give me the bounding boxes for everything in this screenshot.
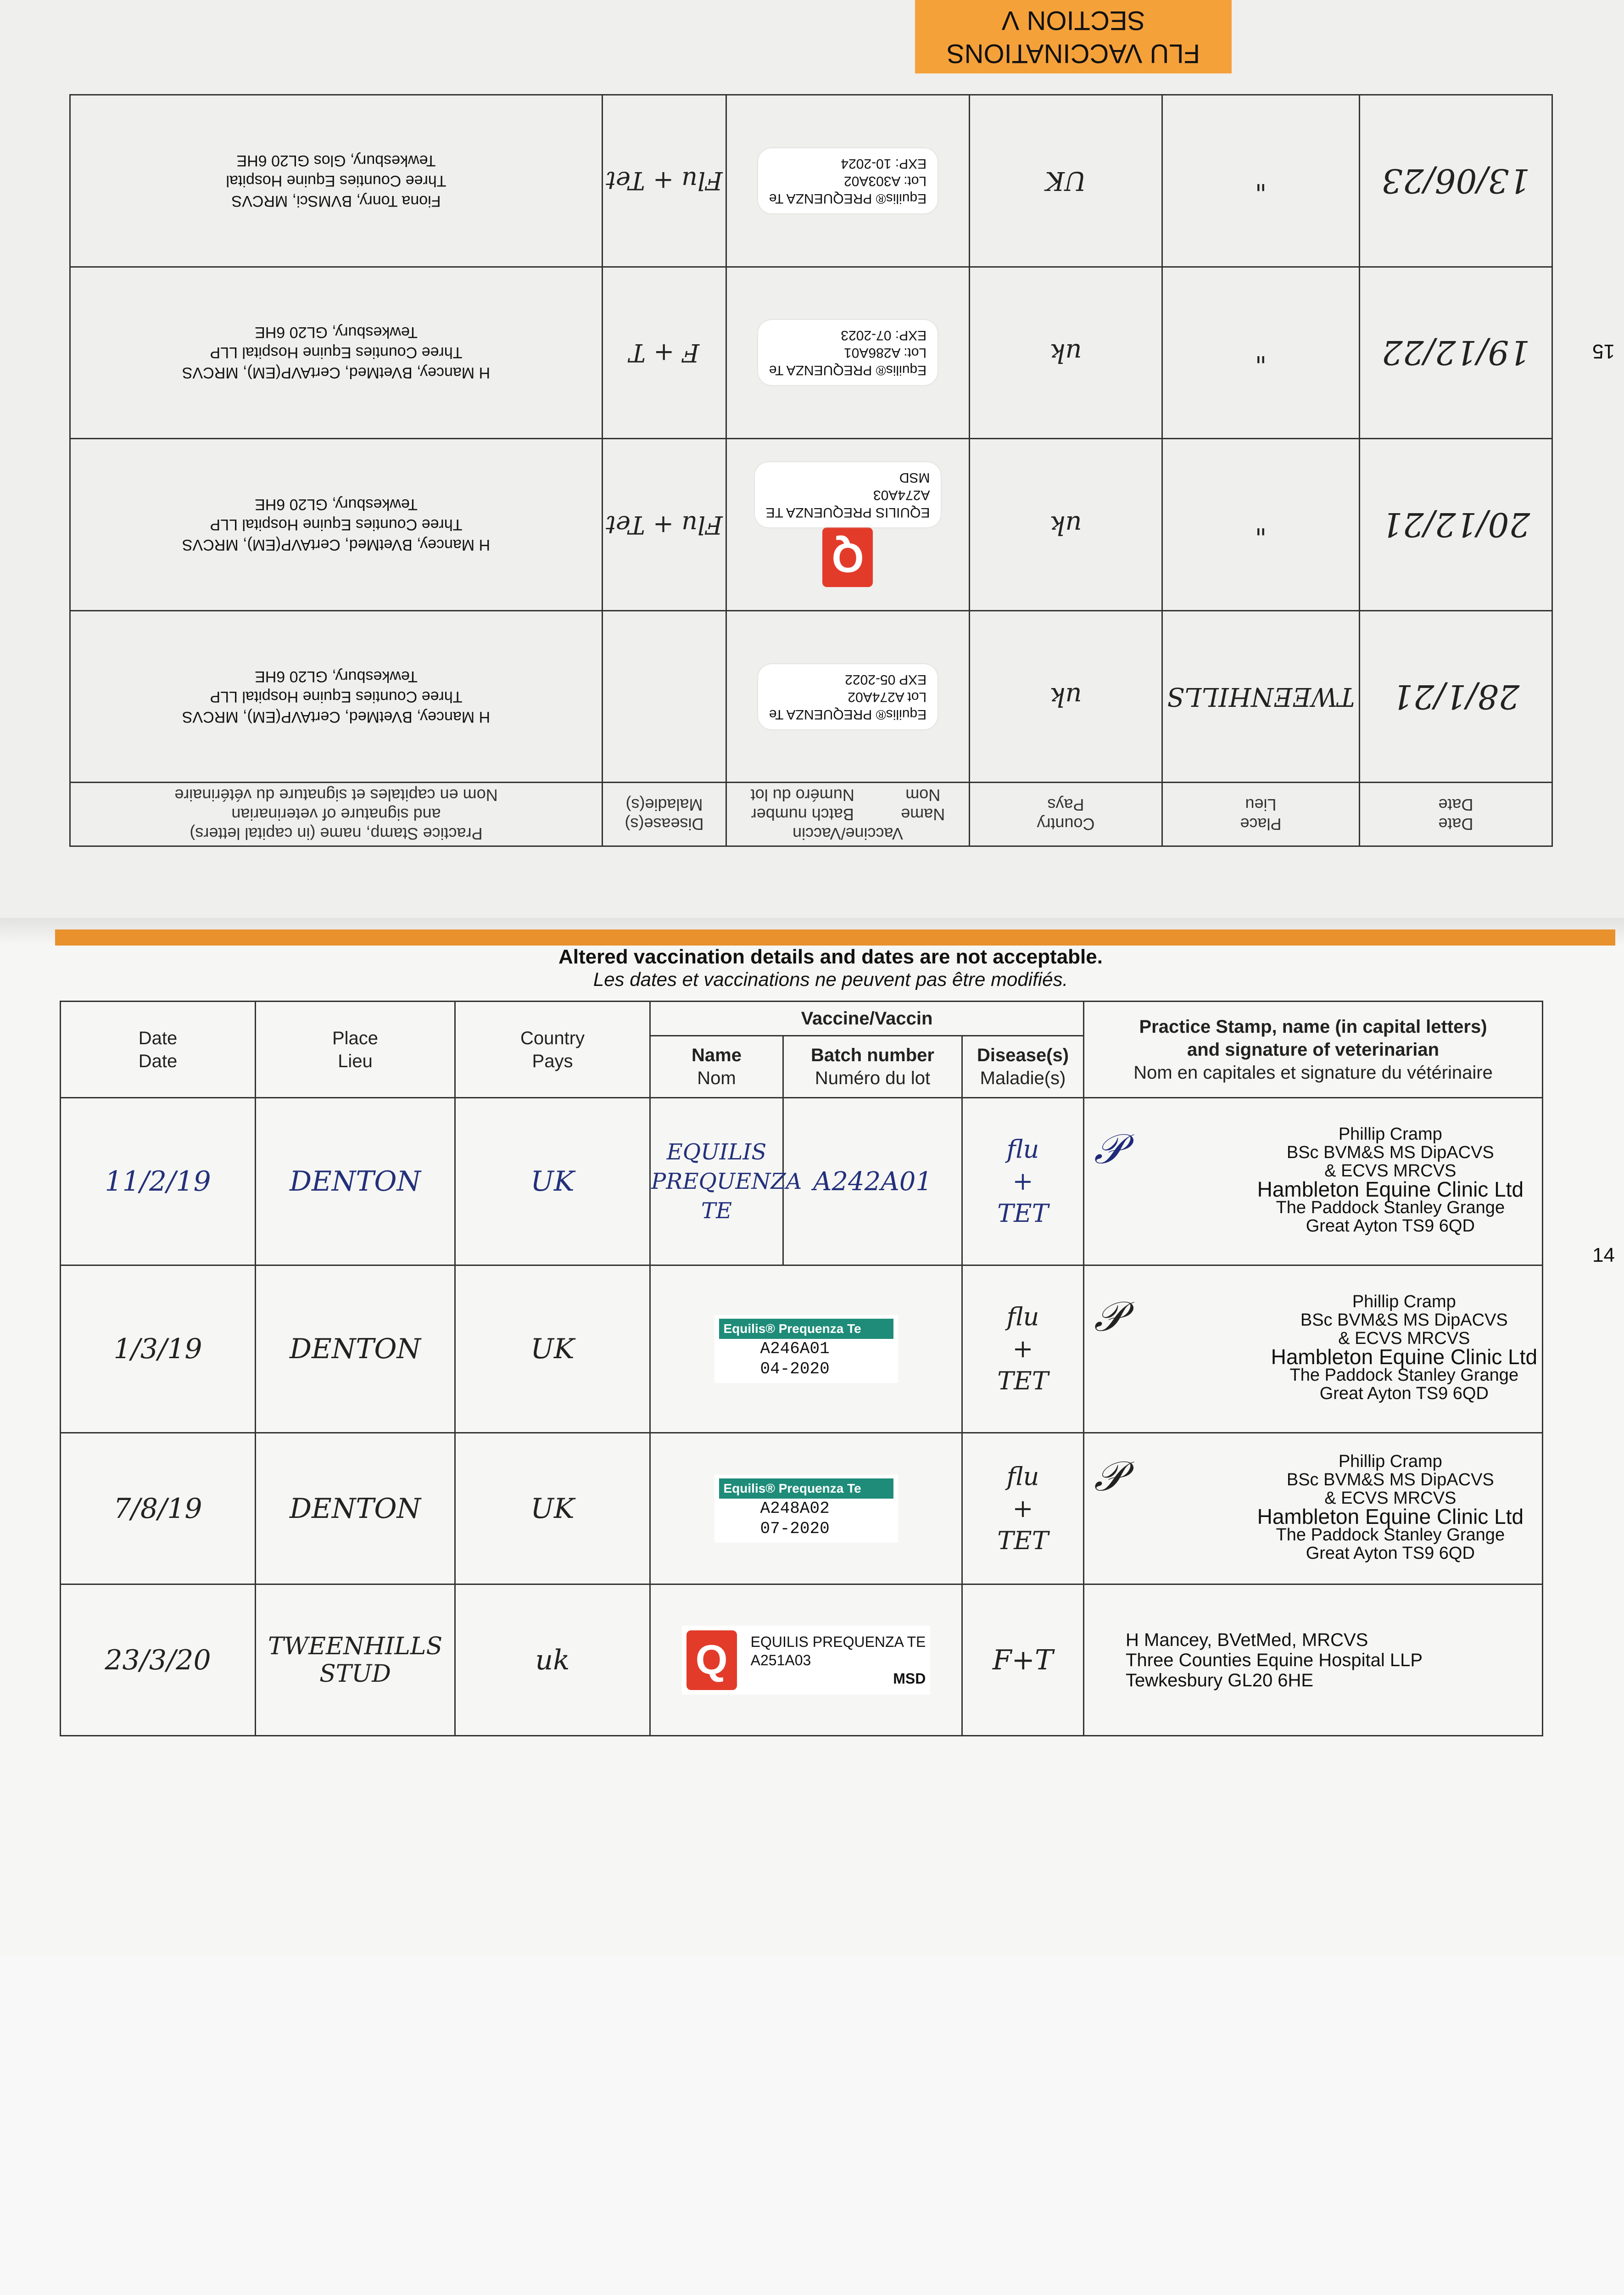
country-cell: UK [970,95,1162,267]
vaccine-cell [650,1584,962,1736]
vet-signature: 𝒫 [1094,1293,1124,1341]
vaccine-sticker: Equilis® PREQUENZA Te Lot A274A02 EXP 05-2022 [758,664,938,729]
header-disease: Disease(s) Maladie(s) [602,783,726,846]
vaccine-cell [726,610,969,783]
page-number-bottom: 14 [1592,1244,1615,1266]
date-cell: 1/3/19 [61,1265,256,1433]
vaccine-cell [726,267,969,439]
place-cell: TWEENHILLS STUD [256,1584,455,1736]
place-cell: DENTON [256,1098,455,1265]
page-number-top: 15 [1592,340,1615,363]
vet-stamp: H Mancey, BVetMed, MRCVS Three Counties Equine Hospital LLP Tewkesbury GL20 6HE [1084,1584,1543,1736]
header-place: Place Lieu [1162,783,1360,846]
header-date: Date Date [61,1002,256,1098]
date-cell: 28/1/21 [1360,610,1552,783]
top-page-rotated [0,0,1624,923]
vaccine-sticker: Equilis® Prequenza Te A248A02 07-2020 [714,1475,898,1543]
top-row-4 [70,95,1552,267]
disease-cell: Flu + Tet [602,95,726,267]
section-number: SECTION V [1001,6,1145,35]
bottom-row-2 [61,1265,1543,1433]
bottom-row-3 [61,1433,1543,1584]
header-vet: Practice Stamp, name (in capital letters) and signature of veterinarian Nom en capitales et signature du vétérinaire [70,783,602,846]
date-cell: 19/12/22 [1360,267,1552,439]
disease-cell: flu + TET [962,1098,1084,1265]
place-cell: DENTON [256,1433,455,1584]
vet-stamp: H Mancey, BVetMed, CertAVP(EM), MRCVS Three Counties Equine Hospital LLP Tewkesbury, GL20 6HE [70,610,602,783]
header-date: Date Date [1360,783,1552,846]
header-country: Country Pays [455,1002,650,1098]
vaccine-sticker: Equilis® PREQUENZA Te Lot: A286A01 EXP: 07-2023 [758,320,938,385]
disease-cell: flu + TET [962,1265,1084,1433]
vet-stamp: H Mancey, BVetMed, CertAVP(EM), MRCVS Three Counties Equine Hospital LLP Tewkesbury, GL20 6HE [70,267,602,439]
date-cell: 11/2/19 [61,1098,256,1265]
vet-stamp: Phillip Cramp BSc BVM&S MS DipACVS & ECVS MRCVS Hambleton Equine Clinic Ltd The Paddock Stanley Grange Great Ayton TS9 6QD [1257,1125,1524,1236]
vaccine-cell [726,439,969,611]
warning-english: Altered vaccination details and dates are not acceptable. [558,946,1103,968]
vaccine-cell [650,1433,962,1584]
vaccine-sticker: Equilis® PREQUENZA Te Lot: A303A02 EXP: 10-2024 [758,148,938,213]
scanner-background [0,1955,1624,2295]
vet-cell [1084,1265,1543,1433]
date-cell: 13/06/23 [1360,95,1552,267]
q-logo: Q [686,1630,737,1690]
bottom-row-4 [61,1584,1543,1736]
vet-signature: 𝒫 [1094,1125,1124,1173]
country-cell: UK [455,1433,650,1584]
vet-stamp: H Mancey, BVetMed, CertAVP(EM), MRCVS Three Counties Equine Hospital LLP Tewkesbury, GL20 6HE [70,439,602,611]
top-row-2 [70,439,1552,611]
place-cell: DENTON [256,1265,455,1433]
disease-cell [602,610,726,783]
q-logo: Q [823,527,873,587]
vet-cell [1084,1098,1543,1265]
date-cell: 20/12/21 [1360,439,1552,611]
header-batch: Batch number Numéro du lot [783,1036,962,1098]
vaccine-sticker: Q EQUILIS PREQUENZA TE A251A03 MSD [682,1626,931,1695]
country-cell: uk [970,439,1162,611]
country-cell: UK [455,1098,650,1265]
disease-cell: Flu + Tet [602,439,726,611]
vaccine-cell [726,95,969,267]
top-row-3 [70,267,1552,439]
warning-text [505,946,1156,991]
date-cell: 23/3/20 [61,1584,256,1736]
header-country: Country Pays [970,783,1162,846]
vaccine-sticker: Equilis® Prequenza Te A246A01 04-2020 [714,1315,898,1383]
vaccine-name-cell: EQUILIS PREQUENZA TE [650,1098,783,1265]
top-row-1 [70,610,1552,783]
place-cell: " [1162,95,1360,267]
section-label [915,0,1232,73]
section-title: FLU VACCINATIONS [946,39,1200,68]
country-cell: uk [970,267,1162,439]
country-cell: uk [455,1584,650,1736]
date-cell: 7/8/19 [61,1433,256,1584]
batch-cell: A242A01 [783,1098,962,1265]
header-place: Place Lieu [256,1002,455,1098]
place-cell: " [1162,439,1360,611]
header-vet: Practice Stamp, name (in capital letters) and signature of veterinarian Nom en capitales et signature du vétérinaire [1084,1002,1543,1098]
bottom-row-1 [61,1098,1543,1265]
vet-stamp: Fiona Tonry, BVMSci, MRCVS Three Counties Equine Hospital Tewkesbury, Glos GL20 6HE [70,95,602,267]
place-cell: TWEENHILLS [1162,610,1360,783]
vaccine-sticker: EQUILIS PREQUENZA TE A274A03 MSD [755,462,941,527]
header-name: Name Nom [650,1036,783,1098]
header-vaccine: Vaccine/Vaccin [650,1002,1084,1036]
disease-cell: flu + TET [962,1433,1084,1584]
country-cell: UK [455,1265,650,1433]
disease-cell: F+T [962,1584,1084,1736]
warning-french: Les dates et vaccinations ne peuvent pas être modifiés. [593,968,1068,990]
header-disease: Disease(s) Maladie(s) [962,1036,1084,1098]
vet-stamp: Phillip Cramp BSc BVM&S MS DipACVS & ECVS MRCVS Hambleton Equine Clinic Ltd The Paddock Stanley Grange Great Ayton TS9 6QD [1257,1451,1524,1563]
country-cell: uk [970,610,1162,783]
disease-cell: F + T [602,267,726,439]
place-cell: " [1162,267,1360,439]
vet-cell [1084,1433,1543,1584]
bottom-header-row [61,1002,1543,1036]
top-header-row [70,783,1552,846]
bottom-vaccination-table [60,1001,1543,1736]
top-vaccination-table [69,94,1553,847]
vet-stamp: Phillip Cramp BSc BVM&S MS DipACVS & ECVS MRCVS Hambleton Equine Clinic Ltd The Paddock Stanley Grange Great Ayton TS9 6QD [1271,1292,1538,1403]
vet-signature: 𝒫 [1094,1452,1124,1500]
vaccine-cell [650,1265,962,1433]
header-vaccine: Vaccine/Vaccin Name Nom Batch number Numéro du lot [726,783,969,846]
